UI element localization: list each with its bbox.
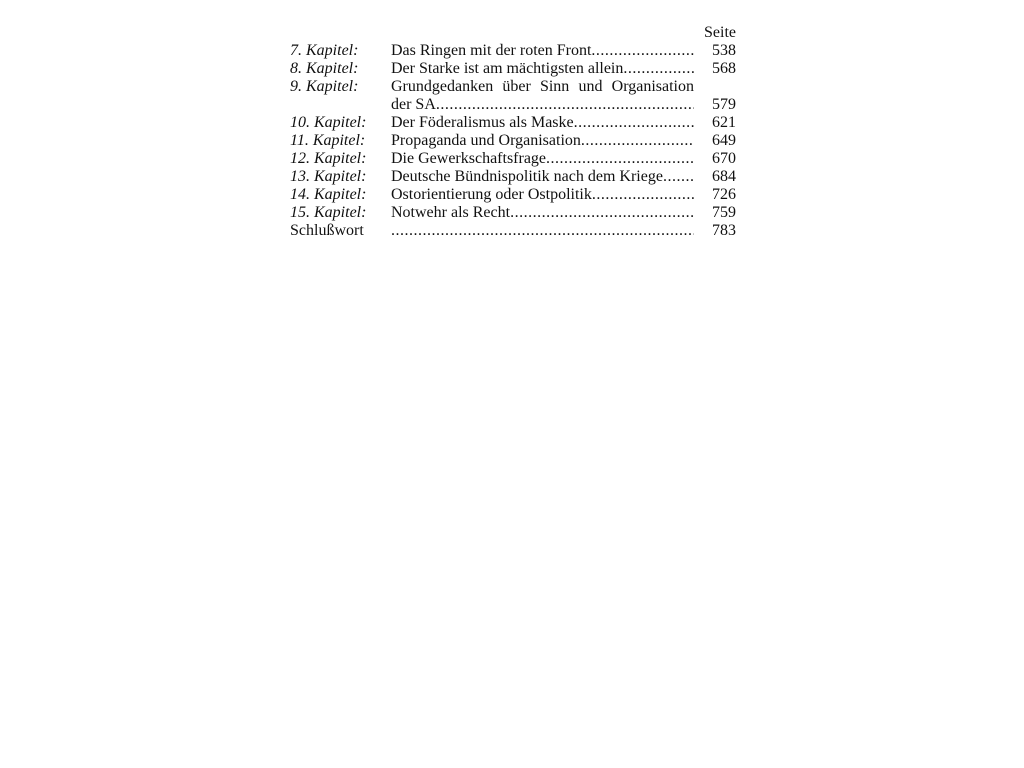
chapter-title: Der Föderalismus als Maske — [391, 114, 574, 131]
toc-entry — [290, 168, 738, 186]
chapter-title: Das Ringen mit der roten Front — [391, 42, 592, 59]
toc-entries — [290, 42, 738, 240]
page-number: 649 — [712, 132, 736, 149]
chapter-title: Ostorientierung oder Ostpolitik — [391, 186, 592, 203]
toc-header — [290, 24, 738, 42]
page-number: 538 — [712, 42, 736, 59]
page-number: 684 — [712, 168, 736, 185]
chapter-label: 7. Kapitel: — [290, 42, 359, 59]
chapter-title: der SA — [391, 96, 436, 113]
chapter-title-cell — [391, 114, 694, 132]
chapter-label: 13. Kapitel: — [290, 168, 367, 185]
chapter-title: Propaganda und Organisation — [391, 132, 581, 149]
page-column-header: Seite — [704, 24, 736, 41]
page-number: 783 — [712, 222, 736, 239]
chapter-label: 10. Kapitel: — [290, 114, 367, 131]
page-number: 759 — [712, 204, 736, 221]
chapter-label: 14. Kapitel: — [290, 186, 367, 203]
page-number: 579 — [712, 96, 736, 113]
dot-leader — [546, 150, 694, 168]
toc-entry — [290, 60, 738, 78]
chapter-title-cell — [391, 132, 694, 150]
chapter-title: Notwehr als Recht — [391, 204, 511, 221]
chapter-label: 12. Kapitel: — [290, 150, 367, 167]
chapter-title: Die Gewerkschaftsfrage — [391, 150, 547, 167]
closing-label: Schlußwort — [290, 222, 364, 239]
dot-leader — [510, 204, 694, 222]
toc-entry — [290, 150, 738, 168]
toc-entry — [290, 204, 738, 222]
chapter-title-cell — [391, 78, 694, 114]
table-of-contents — [290, 24, 738, 240]
page-number: 621 — [712, 114, 736, 131]
dot-leader — [592, 186, 694, 204]
dot-leader — [574, 114, 694, 132]
dot-leader — [581, 132, 694, 150]
dot-leader — [391, 222, 694, 240]
dot-leader — [623, 60, 694, 78]
chapter-label: 8. Kapitel: — [290, 60, 359, 77]
dot-leader — [591, 42, 694, 60]
dot-leader — [436, 96, 694, 114]
page-number: 670 — [712, 150, 736, 167]
page-number: 726 — [712, 186, 736, 203]
dot-leader — [663, 168, 694, 186]
chapter-title-cell — [391, 42, 694, 60]
chapter-title-line-1: Grundgedanken über Sinn und Organisation — [391, 78, 694, 95]
chapter-label: 11. Kapitel: — [290, 132, 366, 149]
page-number: 568 — [712, 60, 736, 77]
chapter-title: Deutsche Bündnispolitik nach dem Kriege — [391, 168, 663, 185]
chapter-label: 15. Kapitel: — [290, 204, 367, 221]
toc-entry — [290, 78, 738, 114]
chapter-title: Der Starke ist am mächtigsten allein — [391, 60, 624, 77]
chapter-title-cell — [391, 222, 694, 240]
chapter-title-cell — [391, 186, 694, 204]
toc-entry — [290, 222, 738, 240]
chapter-title-cell — [391, 204, 694, 222]
toc-entry — [290, 114, 738, 132]
chapter-title-cell — [391, 168, 694, 186]
toc-entry — [290, 132, 738, 150]
toc-entry — [290, 42, 738, 60]
chapter-title-cell — [391, 150, 694, 168]
toc-entry — [290, 186, 738, 204]
chapter-label: 9. Kapitel: — [290, 78, 359, 95]
chapter-title-cell — [391, 60, 694, 78]
